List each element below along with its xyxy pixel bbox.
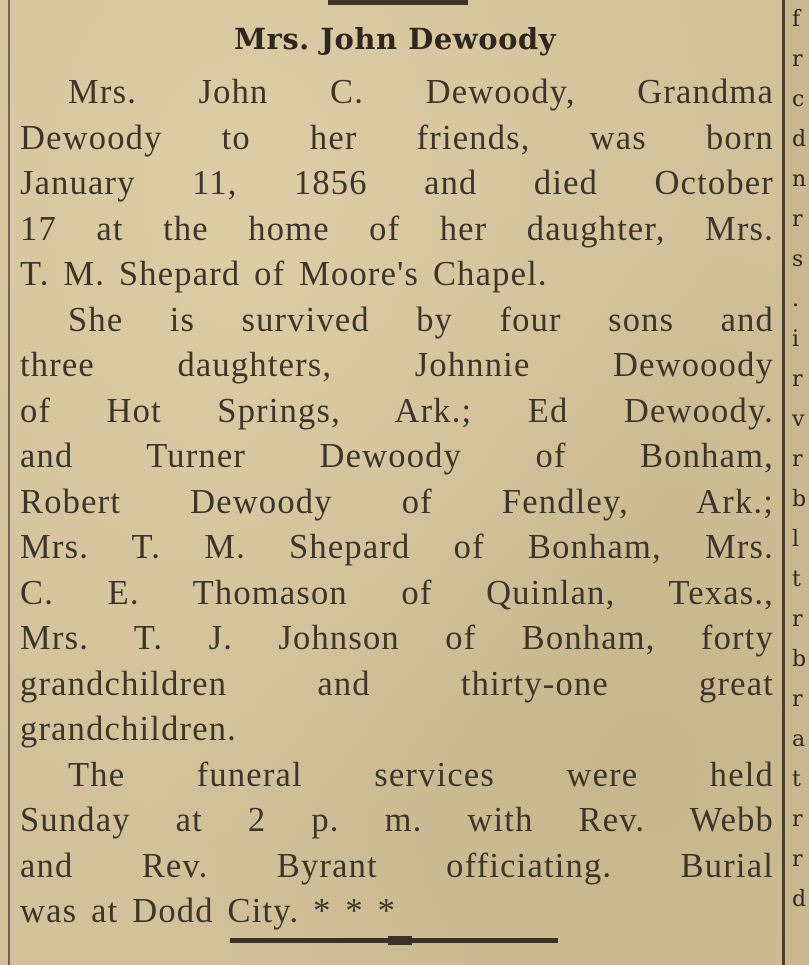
text-line: C. E. Thomason of Quinlan, Texas., <box>20 573 774 612</box>
text-line: Mrs. John C. Dewoody, Grandma <box>68 73 774 111</box>
text-line: Dewoody to her friends, was born <box>20 118 774 157</box>
text-line: was at Dodd City. * * * <box>20 892 397 930</box>
text-line: Mrs. T. M. Shepard of Bonham, Mrs. <box>20 528 774 566</box>
text-line: and Turner Dewoody of Bonham, <box>20 437 774 475</box>
column-rule-left <box>8 0 10 965</box>
text-line: of Hot Springs, Ark.; Ed Dewoody. <box>20 391 774 430</box>
paragraph-2 <box>20 298 774 753</box>
headline: Mrs. John Dewoody <box>233 22 557 56</box>
text-line: T. M. Shepard of Moore's Chapel. <box>20 255 548 293</box>
adjacent-column-text: f r c d n r s . i r v r b l t r b r a t r r d <box>792 7 807 912</box>
bottom-divider-center <box>388 936 412 945</box>
text-line: and Rev. Byrant officiating. Burial <box>20 846 774 885</box>
top-divider-rule <box>328 0 468 5</box>
text-line: grandchildren and thirty-one great <box>20 664 774 703</box>
text-line: Mrs. T. J. Johnson of Bonham, forty <box>20 619 774 657</box>
text-line: grandchildren. <box>20 710 238 748</box>
text-line: Robert Dewoody of Fendley, Ark.; <box>20 482 774 521</box>
text-line: 17 at the home of her daughter, Mrs. <box>20 209 774 248</box>
paragraph-1 <box>20 70 774 298</box>
text-line: three daughters, Johnnie Dewooody <box>20 346 774 384</box>
article-body <box>20 70 774 935</box>
paragraph-3 <box>20 753 774 935</box>
text-line: She is survived by four sons and <box>68 300 774 339</box>
text-line: The funeral services were held <box>68 755 774 794</box>
text-line: Sunday at 2 p. m. with Rev. Webb <box>20 801 774 839</box>
text-line: January 11, 1856 and died October <box>20 164 774 202</box>
